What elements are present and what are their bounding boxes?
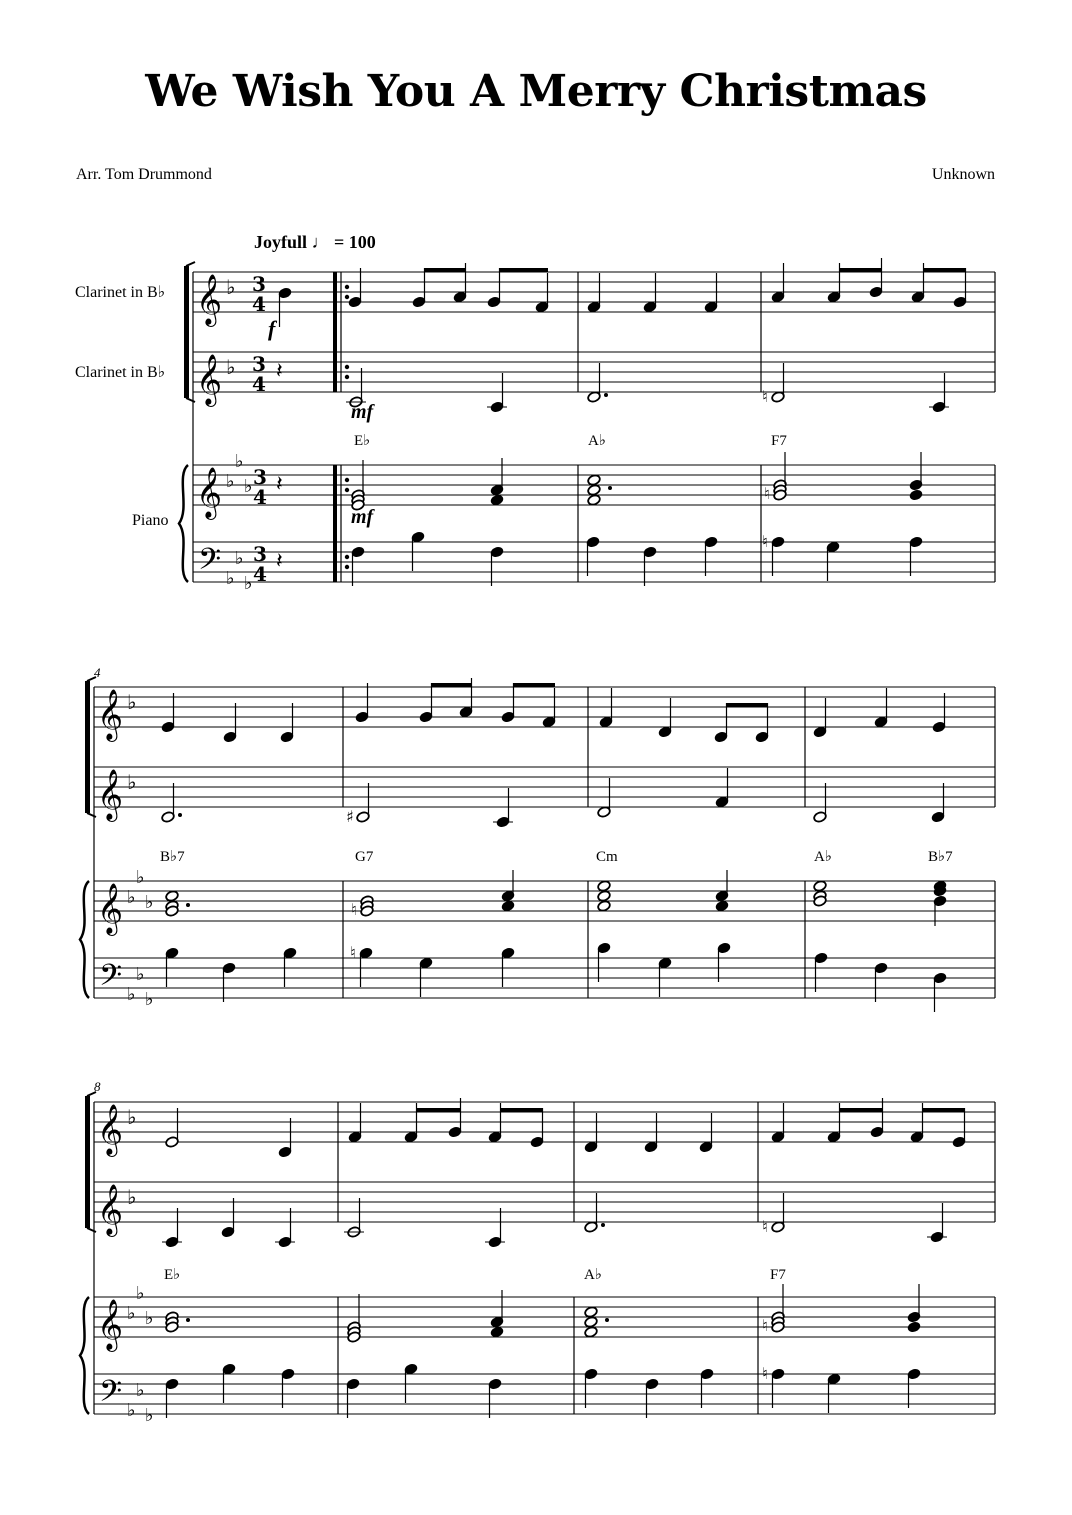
dynamic-mezzo-forte: mf <box>351 401 374 423</box>
flat-icon: ♭ <box>235 451 244 472</box>
flat-icon: ♭ <box>145 989 154 1010</box>
note-head <box>584 1326 598 1338</box>
note-head <box>587 484 601 496</box>
tempo-bpm: = 100 <box>334 232 376 252</box>
time-signature: 4 <box>253 485 267 509</box>
flat-icon: ♭ <box>127 1185 137 1209</box>
flat-icon: ♭ <box>127 984 136 1005</box>
treble-clef-icon: 𝄞 <box>97 1104 124 1155</box>
bass-clef-icon: 𝄢 <box>198 543 222 584</box>
quarter-rest-icon: 𝄽 <box>276 472 283 497</box>
note-head <box>587 474 601 486</box>
piano-brace <box>179 465 188 582</box>
dot <box>608 486 612 490</box>
time-signature: 3 <box>252 272 266 296</box>
natural-icon: ♮ <box>762 387 768 406</box>
note-head <box>584 1316 598 1328</box>
flat-icon: ♭ <box>244 476 253 497</box>
note-head <box>715 900 729 912</box>
time-signature: 3 <box>253 465 267 489</box>
natural-icon: ♮ <box>764 484 770 503</box>
flat-icon: ♭ <box>127 690 137 714</box>
repeat-dot <box>345 478 349 482</box>
time-signature: 3 <box>252 352 266 376</box>
treble-clef-icon: 𝄞 <box>97 689 124 740</box>
staves <box>80 262 995 1426</box>
bracket-hook <box>87 813 96 817</box>
beam <box>839 1108 883 1112</box>
flat-icon: ♭ <box>136 1283 145 1304</box>
piano-brace <box>80 1297 89 1414</box>
quarter-rest-icon: 𝄽 <box>276 359 283 384</box>
notation-text <box>94 316 953 1283</box>
chord-symbol: F7 <box>771 433 787 449</box>
arranger-credit: Arr. Tom Drummond <box>76 166 212 183</box>
treble-clef-icon: 𝄞 <box>196 354 223 405</box>
flat-icon: ♭ <box>226 275 236 299</box>
natural-icon: ♮ <box>350 943 356 962</box>
instrument-label-clarinet-1: Clarinet in B♭ <box>75 284 166 301</box>
flat-icon: ♭ <box>145 1308 154 1329</box>
bass-clef-icon: 𝄢 <box>99 959 123 1000</box>
flat-icon: ♭ <box>226 568 235 589</box>
note-head <box>501 900 515 912</box>
flat-icon: ♭ <box>145 892 154 913</box>
notes <box>161 258 967 1418</box>
flat-icon: ♭ <box>136 867 145 888</box>
repeat-dot <box>345 295 349 299</box>
time-signature: 4 <box>252 372 266 396</box>
instrument-label-piano: Piano <box>132 512 169 529</box>
bass-clef-icon: 𝄢 <box>99 1375 123 1416</box>
repeat-dot <box>345 365 349 369</box>
chord-symbol: G7 <box>355 849 374 865</box>
beam <box>839 268 882 272</box>
piano-brace <box>80 881 89 998</box>
beam <box>922 1108 965 1112</box>
note-head <box>597 880 611 892</box>
beam <box>500 1108 543 1112</box>
dot <box>601 1223 605 1227</box>
bracket-hook <box>186 398 195 402</box>
treble-clef-icon: 𝄞 <box>97 1299 124 1350</box>
chord-symbol: B♭7 <box>160 849 185 865</box>
time-signature: 4 <box>252 292 266 316</box>
dynamic-mezzo-forte-piano: mf <box>351 506 374 528</box>
ensemble-bracket <box>85 1096 90 1228</box>
beam <box>923 268 966 272</box>
quarter-note-icon: ♩ <box>311 232 330 252</box>
quarter-rest-icon: 𝄽 <box>276 549 283 574</box>
flat-icon: ♭ <box>136 964 145 985</box>
bracket-hook <box>186 262 195 266</box>
ensemble-bracket <box>85 681 90 813</box>
chord-symbol: Cm <box>596 849 618 865</box>
beam <box>416 1108 461 1112</box>
beam <box>513 683 555 687</box>
flat-icon: ♭ <box>244 573 253 594</box>
bracket-hook <box>87 1228 96 1232</box>
chord-symbol: A♭ <box>588 433 606 449</box>
flat-icon: ♭ <box>226 355 236 379</box>
natural-icon: ♮ <box>762 532 768 551</box>
measure-number: 8 <box>94 1079 101 1094</box>
beam <box>431 683 472 687</box>
flat-icon: ♭ <box>127 1105 137 1129</box>
flat-icon: ♭ <box>127 1400 136 1421</box>
note-head <box>165 890 179 902</box>
treble-clef-icon: 𝄞 <box>196 467 223 518</box>
note-head <box>490 494 504 506</box>
dynamic-forte: f <box>268 316 276 341</box>
treble-clef-icon: 𝄞 <box>97 1184 124 1235</box>
flat-icon: ♭ <box>127 887 136 908</box>
repeat-dot <box>345 488 349 492</box>
note-head <box>813 880 827 892</box>
ensemble-bracket <box>184 266 189 398</box>
chord-symbol: A♭ <box>814 849 832 865</box>
note-head <box>584 1306 598 1318</box>
measure-number: 4 <box>94 665 101 680</box>
note-head <box>587 494 601 506</box>
flat-icon: ♭ <box>136 1380 145 1401</box>
dot <box>605 1318 609 1322</box>
dot <box>604 393 608 397</box>
instrument-label-clarinet-2: Clarinet in B♭ <box>75 364 166 381</box>
dot <box>186 903 190 907</box>
note-head <box>907 1321 921 1333</box>
flat-icon: ♭ <box>127 1303 136 1324</box>
treble-clef-icon: 𝄞 <box>97 769 124 820</box>
time-signature: 3 <box>253 542 267 566</box>
note-head <box>909 489 923 501</box>
natural-icon: ♮ <box>762 1364 768 1383</box>
repeat-dot <box>345 285 349 289</box>
chord-symbol: E♭ <box>354 433 371 449</box>
chord-symbol: B♭7 <box>928 849 953 865</box>
tempo-text: Joyfull <box>254 232 308 252</box>
treble-clef-icon: 𝄞 <box>97 883 124 934</box>
repeat-dot <box>345 555 349 559</box>
flat-icon: ♭ <box>127 770 137 794</box>
repeat-dot <box>345 375 349 379</box>
composer-credit: Unknown <box>931 166 995 183</box>
chord-symbol: F7 <box>770 1267 786 1283</box>
flat-icon: ♭ <box>145 1405 154 1426</box>
repeat-dot <box>345 565 349 569</box>
score-title: We Wish You A Merry Christmas <box>145 66 927 117</box>
note-head <box>490 1326 504 1338</box>
natural-icon: ♮ <box>762 1316 768 1335</box>
beam <box>726 703 768 707</box>
repeat-bar-thick <box>333 465 337 582</box>
note-head <box>597 890 611 902</box>
flat-icon: ♭ <box>235 548 244 569</box>
beam <box>499 268 548 272</box>
time-signature: 4 <box>253 562 267 586</box>
repeat-bar-thick <box>333 272 337 392</box>
note-head <box>597 900 611 912</box>
beam <box>424 268 466 272</box>
dot <box>178 813 182 817</box>
chord-symbol: A♭ <box>584 1267 602 1283</box>
treble-clef-icon: 𝄞 <box>196 274 223 325</box>
natural-icon: ♮ <box>762 1217 768 1236</box>
sharp-icon: ♯ <box>346 807 354 826</box>
dot <box>186 1318 190 1322</box>
flat-icon: ♭ <box>226 471 235 492</box>
chord-symbol: E♭ <box>164 1267 181 1283</box>
natural-icon: ♮ <box>351 900 357 919</box>
